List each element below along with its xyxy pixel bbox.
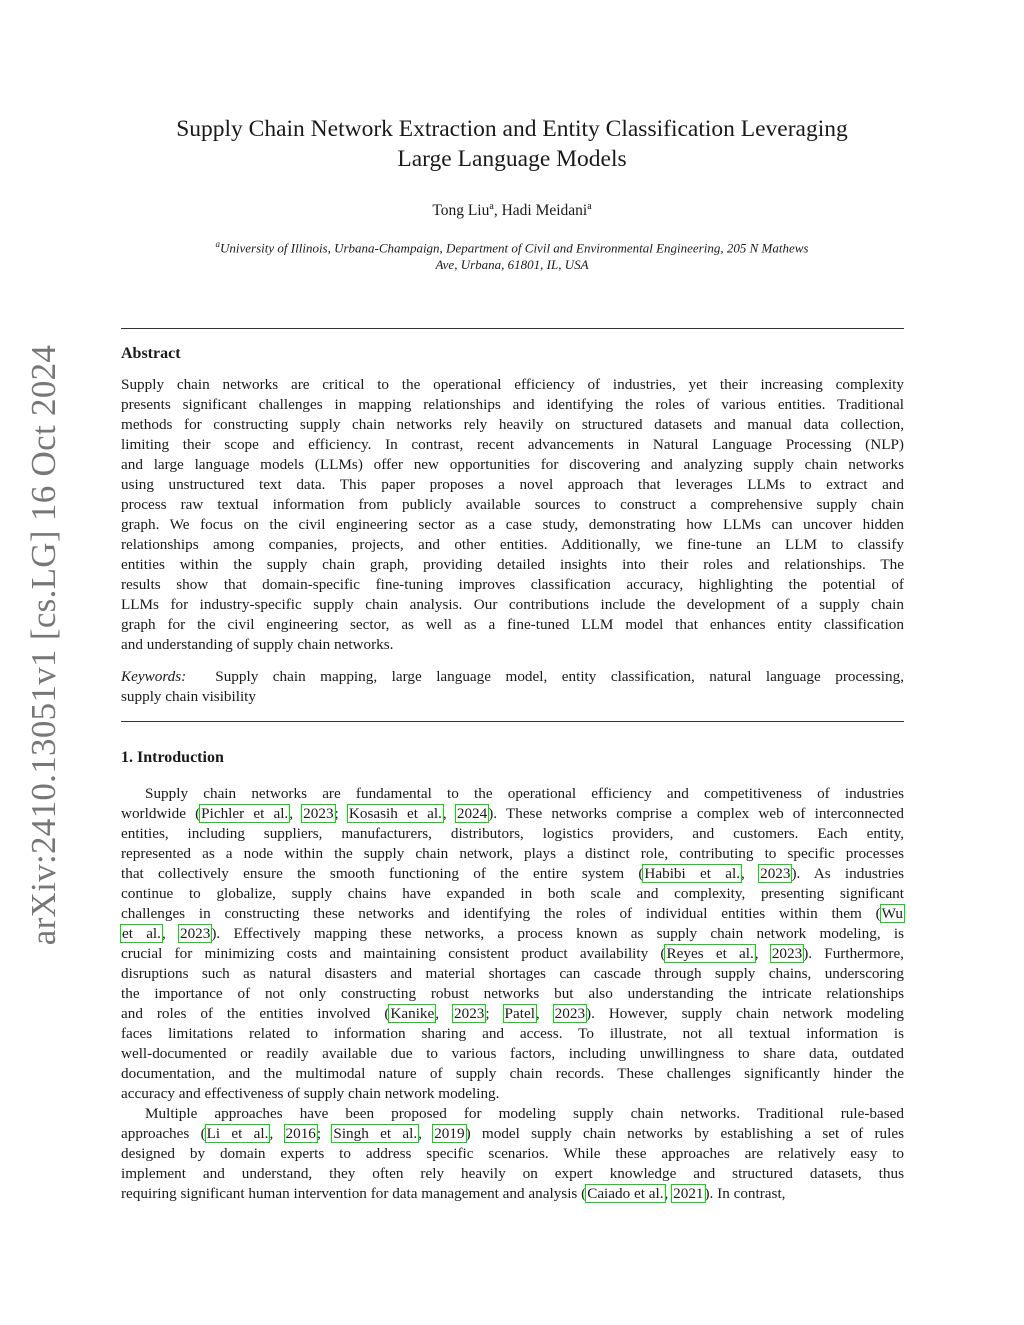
paragraph-text: ). These networks comprise a complex web of interconnected	[488, 805, 905, 822]
arxiv-identifier-text: arXiv:2410.13051v1 [cs.LG] 16 Oct 2024	[24, 344, 64, 946]
citation-link[interactable]: Pichler et al.	[201, 805, 289, 822]
citation-link[interactable]: 2023	[454, 1005, 485, 1022]
paragraph-text: ,	[741, 865, 760, 882]
title-line: Large Language Models	[397, 146, 627, 172]
citation-link[interactable]: 2023	[760, 865, 791, 882]
abstract-line: entities within the supply chain graph, providing detailed insights into their roles and relationships. The	[121, 556, 904, 573]
abstract-line: graph for the civil engineering sector, as well as a fine-tuned LLM model that enhances entity classification	[121, 616, 904, 633]
author-name: Tong Liu	[432, 202, 490, 220]
paragraph-text: requiring significant human intervention for data management and analysis (	[121, 1185, 587, 1202]
paragraph-line	[121, 924, 904, 944]
citation-link[interactable]: 2023	[554, 1005, 586, 1022]
affiliation-line: $^a$University of Illinois, Urbana-Champaign, Department of Civil and Environmental Engineering, 205 N Mathews	[215, 239, 809, 256]
citation-link[interactable]: 2023	[771, 945, 803, 962]
paragraph-text: well-documented or readily available due to various factors, including unwillingness to share data, outdated	[121, 1045, 904, 1062]
paragraph-text: faces limitations related to information sharing and access. To illustrate, not all textual information is	[121, 1025, 904, 1042]
citation-link[interactable]: 2021	[673, 1185, 704, 1202]
paragraph-line	[121, 1084, 904, 1104]
paragraph-text: ,	[289, 805, 303, 822]
paragraph-text: implement and understand, they often rely heavily on expert knowledge and structured datasets, thus	[121, 1165, 904, 1182]
paragraph-text: Supply chain networks are fundamental to the operational efficiency and competitiveness of industries	[145, 785, 904, 802]
affiliation-line: Ave, Urbana, 61801, IL, USA	[435, 257, 589, 273]
author-affiliation-mark: a	[587, 201, 592, 212]
author-name: Hadi Meidani	[501, 202, 588, 220]
abstract-line: methods for constructing supply chain networks rely heavily on structured datasets and manual data collection,	[121, 416, 904, 433]
introduction-heading: 1. Introduction	[121, 749, 224, 766]
paragraph-line	[121, 864, 904, 884]
title-line: Supply Chain Network Extraction and Entity Classification Leveraging	[176, 116, 848, 142]
abstract-line: and large language models (LLMs) offer new opportunities for discovering and analyzing supply chain networks	[121, 456, 904, 473]
paragraph-text: that collectively ensure the smooth functioning of the entire system (	[121, 865, 644, 882]
citation-link[interactable]: 2016	[285, 1125, 316, 1142]
affiliation	[150, 236, 874, 273]
citation-link[interactable]: Kosasih et al.	[348, 805, 442, 822]
paragraph-text: ). In contrast,	[704, 1185, 786, 1202]
paragraph-text: Multiple approaches have been proposed for modeling supply chain networks. Traditional rule-based	[145, 1105, 904, 1122]
paragraph-text: the importance of not only constructing robust networks but also understanding the intricate relationships	[121, 985, 904, 1002]
paragraph-line	[121, 1184, 904, 1204]
abstract-heading: Abstract	[121, 345, 181, 362]
paragraph-line	[121, 824, 904, 844]
abstract-line: Supply chain networks are critical to the operational efficiency of industries, yet their increasing complexity	[121, 376, 904, 393]
paragraph-line	[121, 804, 904, 824]
paragraph-text: ,	[442, 805, 456, 822]
citation-link[interactable]: et al.	[122, 925, 161, 942]
paragraph-text: ,	[535, 1005, 554, 1022]
citation-link[interactable]: Kanike	[390, 1005, 435, 1022]
paragraph-text: continue to globalize, supply chains have expanded in both scale and complexity, presenting significant	[121, 885, 904, 902]
paragraph-text: challenges in constructing these networks and identifying the roles of individual entities within them (	[121, 905, 881, 922]
paragraph-text: ). Furthermore,	[803, 945, 904, 962]
paragraph-text: ,	[269, 1125, 285, 1142]
paragraph-text: ). As industries	[791, 865, 904, 882]
paragraph-line	[121, 784, 904, 804]
paragraph-text: accuracy and effectiveness of supply chain network modeling.	[121, 1085, 500, 1102]
paragraph-line	[121, 1024, 904, 1044]
citation-link[interactable]: Li et al.	[206, 1125, 269, 1142]
paragraph-text: designed by domain experts to address specific scenarios. While these approaches are relatively easy to	[121, 1145, 904, 1162]
paragraph-line	[121, 1164, 904, 1184]
citation-link[interactable]: Habibi et al.	[644, 865, 741, 882]
paragraph-line	[121, 1004, 904, 1024]
paragraph-text: ,	[418, 1125, 434, 1142]
author-affiliation-mark: a	[489, 201, 494, 212]
citation-link[interactable]: Reyes et al.	[666, 945, 754, 962]
abstract-line: limiting their scope and efficiency. In contrast, recent advancements in Natural Language Processing (NLP)	[121, 436, 904, 453]
keywords-line	[121, 667, 904, 687]
introduction-body	[121, 784, 904, 1204]
keywords-text: Supply chain mapping, large language model, entity classification, natural language processing,	[215, 668, 904, 685]
paragraph-line	[121, 1124, 904, 1144]
paragraph-text: ). However, supply chain network modeling	[586, 1005, 904, 1022]
affiliation-mark: a	[215, 239, 221, 249]
citation-link[interactable]: Singh et al.	[333, 1125, 418, 1142]
citation-link[interactable]: 2023	[303, 805, 334, 822]
keywords-label: Keywords:	[121, 668, 187, 685]
abstract-line: graph. We focus on the civil engineering sector as a case study, demonstrating how LLMs can uncover hidden	[121, 516, 904, 533]
paragraph-line	[121, 844, 904, 864]
paragraph-line	[121, 944, 904, 964]
paragraph-text: crucial for minimizing costs and maintaining consistent product availability (	[121, 945, 666, 962]
author-separator: ,	[493, 202, 502, 220]
citation-link[interactable]: 2019	[434, 1125, 465, 1142]
abstract-line: relationships among companies, projects, and other entities. Additionally, we fine-tune an LLM to classify	[121, 536, 904, 553]
paragraph-text: ;	[316, 1125, 333, 1142]
abstract-body	[121, 375, 904, 655]
author-list	[110, 201, 914, 220]
keywords	[121, 667, 904, 707]
paragraph-line	[121, 964, 904, 984]
paragraph-text: represented as a node within the supply chain network, plays a distinct role, contributing to specific processes	[121, 845, 904, 862]
abstract-line: process raw textual information from publicly available sources to construct a comprehensive supply chain	[121, 496, 904, 513]
citation-link[interactable]: Caiado et al.	[587, 1185, 664, 1202]
paragraph-line	[121, 1104, 904, 1124]
paragraph-line	[121, 904, 904, 924]
citation-link[interactable]: 2023	[179, 925, 211, 942]
paragraph-text: ,	[754, 945, 771, 962]
paragraph-text: and roles of the entities involved (	[121, 1005, 390, 1022]
paragraph-text: ,	[664, 1185, 673, 1202]
paragraph-line	[121, 984, 904, 1004]
paragraph-text: ) model supply chain networks by establishing a set of rules	[465, 1125, 904, 1142]
abstract-top-rule	[121, 328, 904, 329]
paragraph-text: ). Effectively mapping these networks, a process known as supply chain network modeling, is	[211, 925, 905, 942]
paragraph-text: ;	[334, 805, 348, 822]
paragraph-text: entities, including suppliers, manufacturers, distributors, logistics providers, and customers. Each entity,	[121, 825, 904, 842]
paragraph-text: approaches (	[121, 1125, 206, 1142]
paragraph-text: documentation, and the multimodal nature of supply chain records. These challenges significantly hinder the	[121, 1065, 904, 1082]
abstract-line: presents significant challenges in mapping relationships and identifying the roles of various entities. Traditional	[121, 396, 904, 413]
arxiv-identifier-stamp	[20, 344, 68, 946]
abstract-line: using unstructured text data. This paper proposes a novel approach that leverages LLMs to extract and	[121, 476, 904, 493]
citation-link[interactable]: Patel	[504, 1005, 535, 1022]
paragraph-text: disruptions such as natural disasters and material shortages can cascade through supply chains, underscoring	[121, 965, 904, 982]
abstract-line: and understanding of supply chain networks.	[121, 636, 394, 653]
paragraph-text: ;	[485, 1005, 504, 1022]
paragraph-line	[121, 1144, 904, 1164]
paragraph-line	[121, 1064, 904, 1084]
keywords-line: supply chain visibility	[121, 688, 256, 705]
paragraph-line	[121, 1044, 904, 1064]
paper-title	[110, 114, 914, 174]
abstract-bottom-rule	[121, 721, 904, 722]
paragraph-text: ,	[435, 1005, 453, 1022]
abstract-line: LLMs for industry-specific supply chain analysis. Our contributions include the development of a supply chain	[121, 596, 904, 613]
citation-link[interactable]: 2024	[456, 805, 488, 822]
citation-link[interactable]: Wu	[881, 905, 903, 922]
paragraph-text: worldwide (	[121, 805, 201, 822]
paragraph-line	[121, 884, 904, 904]
abstract-line: results show that domain-specific fine-tuning improves classification accuracy, highlighting the potential of	[121, 576, 904, 593]
paragraph-text: ,	[161, 925, 179, 942]
